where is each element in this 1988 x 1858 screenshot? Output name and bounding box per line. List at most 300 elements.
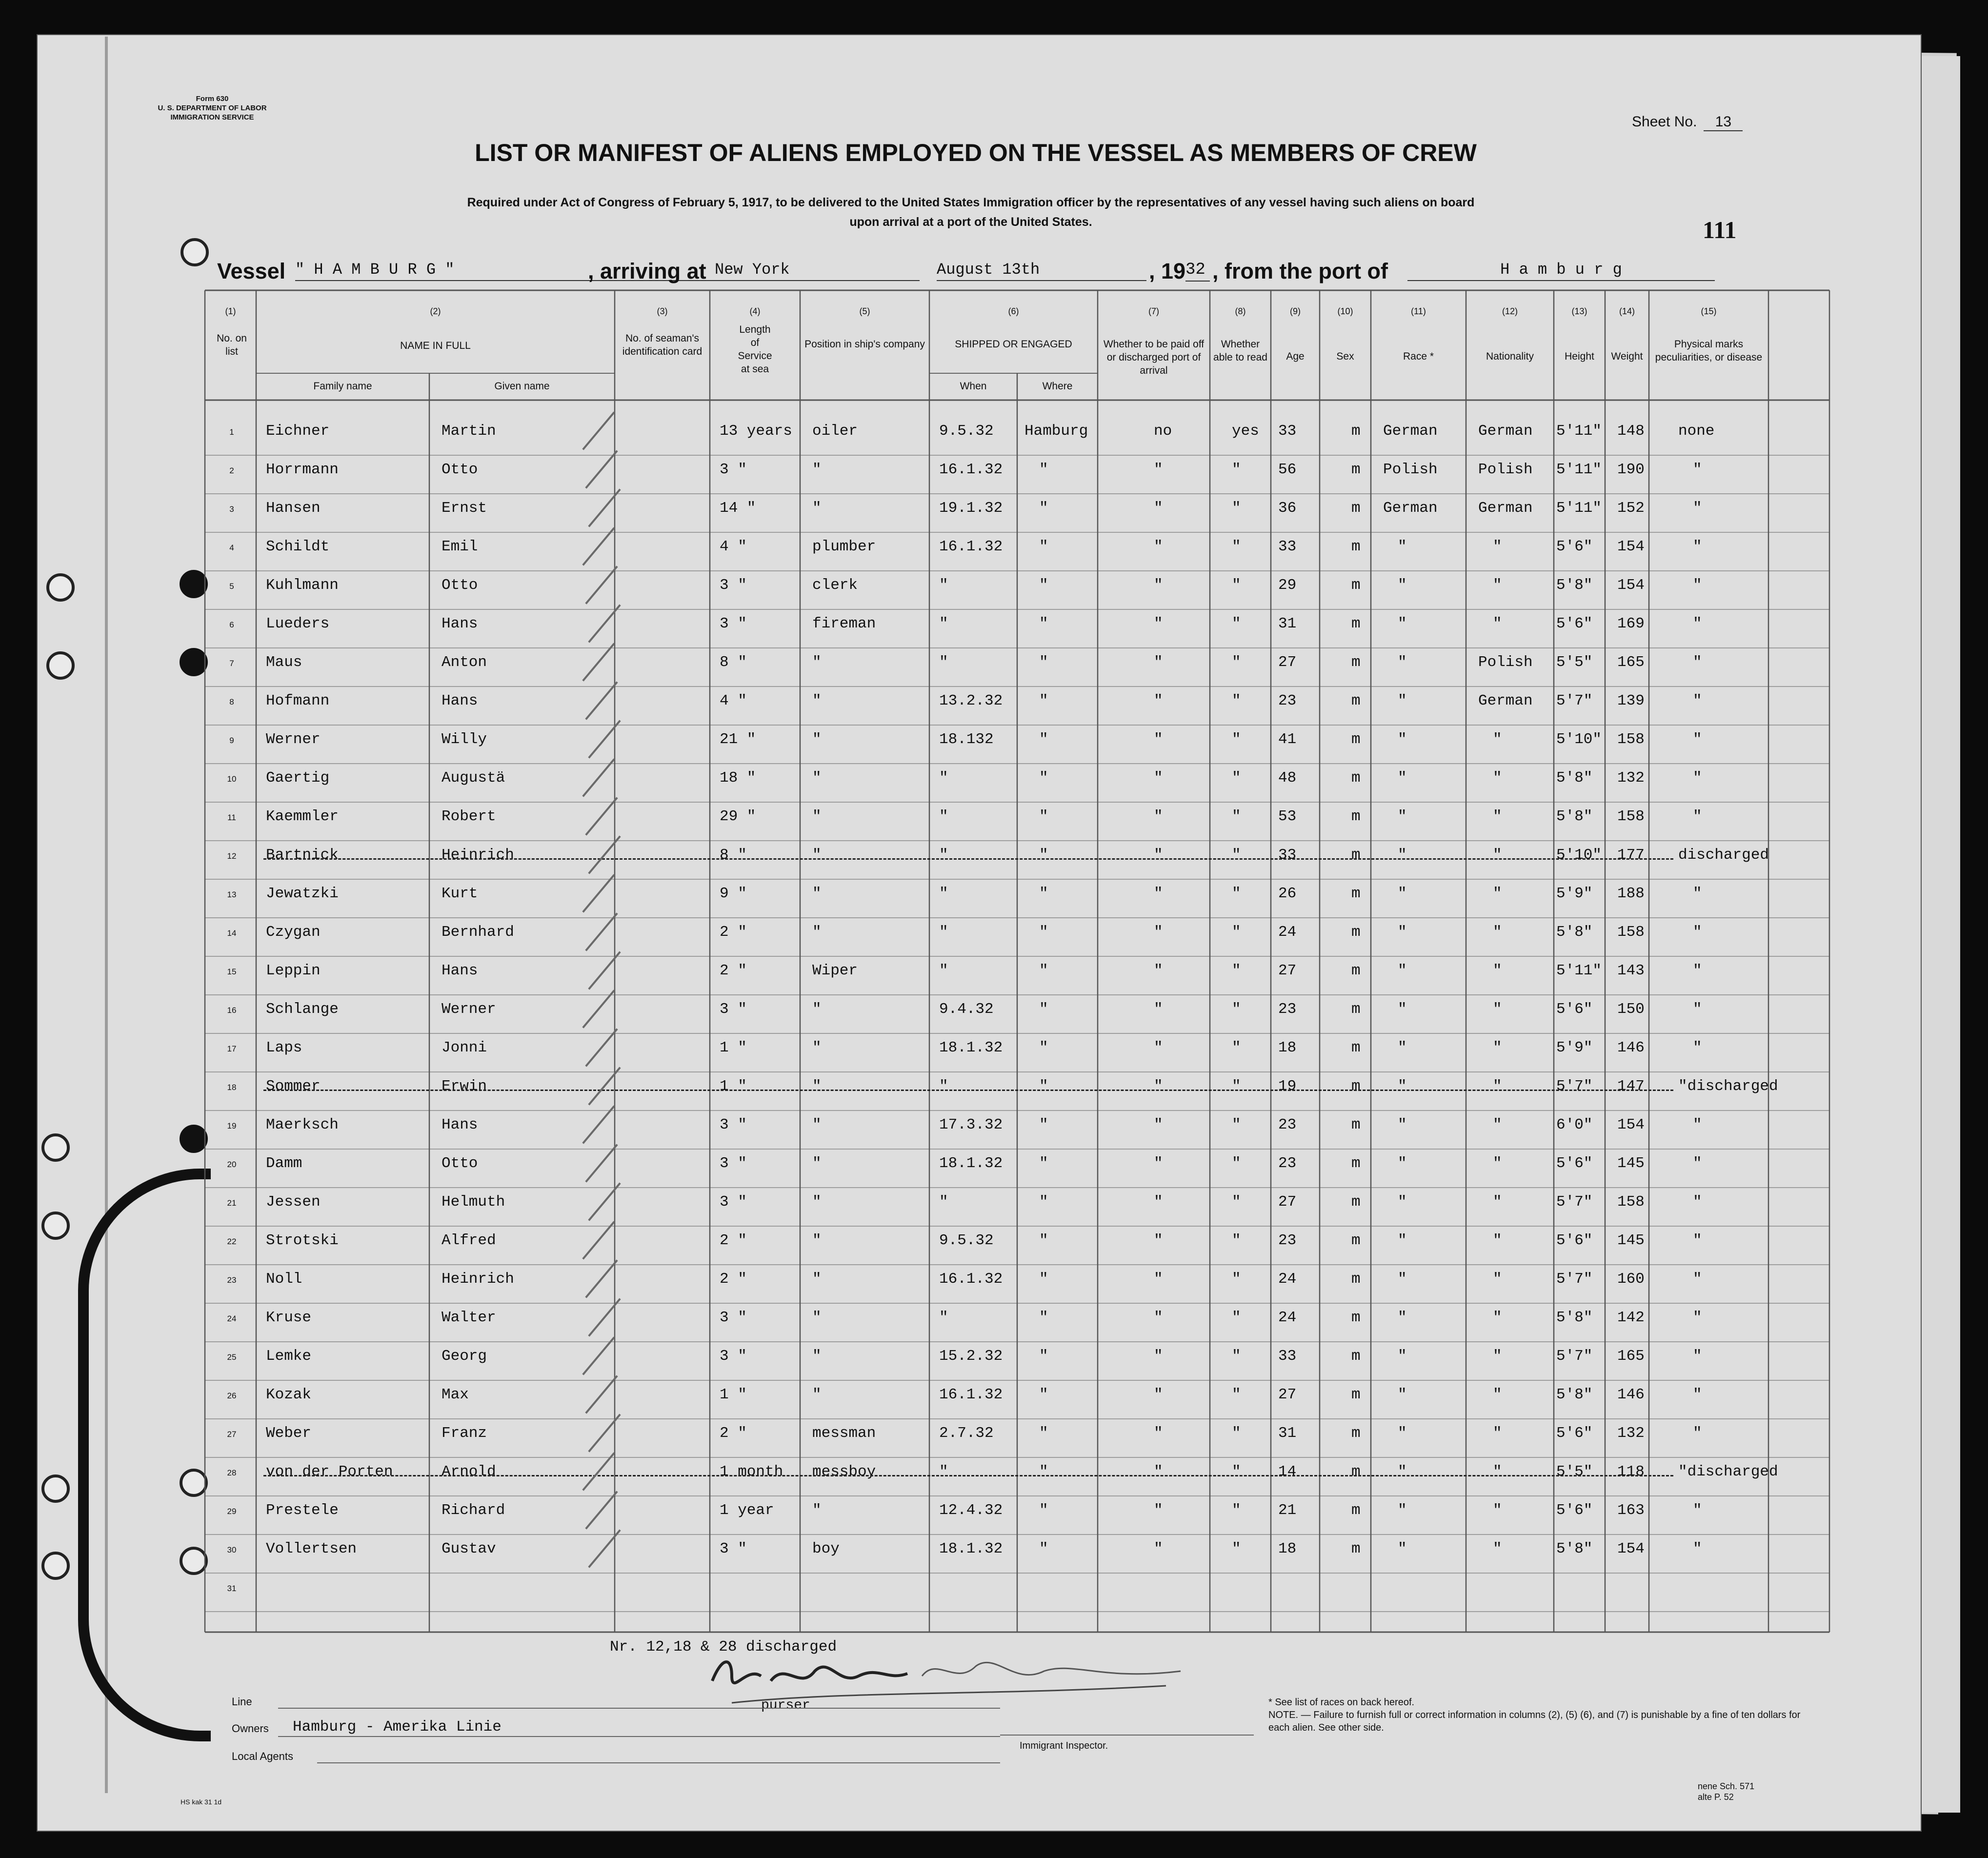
cell-service: 8 " xyxy=(720,654,747,671)
cell-read: " xyxy=(1232,1001,1241,1018)
cell-nat: " xyxy=(1493,731,1502,748)
cell-paid: " xyxy=(1154,1425,1163,1442)
strikethrough-line xyxy=(263,1475,1673,1476)
cell-family: Kuhlmann xyxy=(266,577,339,594)
cell-family: Hofmann xyxy=(266,692,330,709)
owners-rule xyxy=(278,1736,1000,1737)
row-number: 26 xyxy=(227,1391,237,1400)
cell-race: " xyxy=(1398,538,1407,555)
cell-height: 5'6" xyxy=(1556,538,1593,555)
cell-paid: " xyxy=(1154,1540,1163,1557)
purser-label: purser xyxy=(761,1698,810,1713)
cell-marks: " xyxy=(1693,1386,1702,1403)
cell-sex: m xyxy=(1351,847,1361,864)
cell-read: " xyxy=(1232,1425,1241,1442)
cell-service: 14 " xyxy=(720,500,756,517)
cell-paid: " xyxy=(1154,654,1163,671)
cell-paid: " xyxy=(1154,731,1163,748)
cell-position: " xyxy=(812,1001,822,1018)
cell-sex: m xyxy=(1351,1271,1361,1288)
from-port-label: , from the port of xyxy=(1212,259,1388,283)
cell-height: 5'9" xyxy=(1556,1039,1593,1056)
cell-age: 18 xyxy=(1278,1039,1297,1056)
cell-where: " xyxy=(1039,1502,1048,1519)
cell-given: Max xyxy=(442,1386,469,1403)
cell-service: 4 " xyxy=(720,692,747,709)
cell-service: 1 " xyxy=(720,1386,747,1403)
corner-note xyxy=(1698,1781,1754,1802)
col4-number: (4) xyxy=(749,306,761,316)
cell-nat: " xyxy=(1493,1232,1502,1249)
cell-family: von der Porten xyxy=(266,1463,393,1480)
cell-paid: " xyxy=(1154,924,1163,941)
cell-read: " xyxy=(1232,1463,1241,1480)
cell-paid: " xyxy=(1154,769,1163,787)
row-number: 9 xyxy=(229,736,234,745)
cell-marks: "discharged xyxy=(1678,1463,1778,1480)
cell-nat: " xyxy=(1493,1116,1502,1133)
corner-note-2: alte P. 52 xyxy=(1698,1792,1734,1802)
cell-nat: Polish xyxy=(1478,654,1533,671)
cell-where: " xyxy=(1039,654,1048,671)
cell-read: " xyxy=(1232,461,1241,478)
col9-number: (9) xyxy=(1290,306,1301,316)
cell-read: " xyxy=(1232,500,1241,517)
cell-paid: " xyxy=(1154,538,1163,555)
cell-sex: m xyxy=(1351,1309,1361,1326)
cell-position: " xyxy=(812,1386,822,1403)
cell-nat: " xyxy=(1493,885,1502,902)
cell-position: " xyxy=(812,885,822,902)
cell-nat: " xyxy=(1493,1078,1502,1095)
cell-nat: " xyxy=(1493,808,1502,825)
cell-family: Prestele xyxy=(266,1502,339,1519)
cell-age: 33 xyxy=(1278,847,1297,864)
cell-where: " xyxy=(1039,731,1048,748)
cell-where: " xyxy=(1039,1348,1048,1365)
col1-header: No. on list xyxy=(217,333,247,357)
cell-height: 5'5" xyxy=(1556,654,1593,671)
cell-sex: m xyxy=(1351,885,1361,902)
cell-where: " xyxy=(1039,1001,1048,1018)
cell-family: Weber xyxy=(266,1425,312,1442)
cell-given: Hans xyxy=(442,962,478,979)
row-number: 31 xyxy=(227,1584,237,1593)
cell-read: yes xyxy=(1232,423,1259,440)
cell-nat: Polish xyxy=(1478,461,1533,478)
cell-given: Hans xyxy=(442,615,478,632)
cell-family: Jessen xyxy=(266,1193,321,1211)
cell-age: 21 xyxy=(1278,1502,1297,1519)
cell-where: " xyxy=(1039,924,1048,941)
cell-when: " xyxy=(939,808,948,825)
cell-race: " xyxy=(1398,1425,1407,1442)
cell-family: Lemke xyxy=(266,1348,312,1365)
row-number: 3 xyxy=(229,505,234,514)
cell-family: Maus xyxy=(266,654,302,671)
corner-note-1: nene Sch. 571 xyxy=(1698,1781,1755,1791)
cell-age: 24 xyxy=(1278,924,1297,941)
inspector-label: Immigrant Inspector. xyxy=(1020,1740,1108,1751)
subtitle-line-2: upon arrival at a port of the United States. xyxy=(849,215,1092,229)
cell-where: " xyxy=(1039,577,1048,594)
cell-age: 53 xyxy=(1278,808,1297,825)
cell-where: " xyxy=(1039,769,1048,787)
cell-when: 16.1.32 xyxy=(939,1271,1003,1288)
cell-marks: " xyxy=(1693,461,1702,478)
cell-age: 27 xyxy=(1278,1193,1297,1211)
cell-family: Kruse xyxy=(266,1309,312,1326)
cell-paid: " xyxy=(1154,615,1163,632)
col10-number: (10) xyxy=(1337,306,1353,316)
cell-given: Willy xyxy=(442,731,487,748)
cell-where: " xyxy=(1039,1155,1048,1172)
col15-number: (15) xyxy=(1701,306,1717,316)
cell-race: " xyxy=(1398,1348,1407,1365)
cell-when: " xyxy=(939,654,948,671)
cell-given: Arnold xyxy=(442,1463,496,1480)
cell-height: 5'10" xyxy=(1556,847,1602,864)
cell-family: Strotski xyxy=(266,1232,339,1249)
row-number: 24 xyxy=(227,1314,237,1323)
cell-race: " xyxy=(1398,962,1407,979)
cell-family: Leppin xyxy=(266,962,321,979)
cell-race: " xyxy=(1398,577,1407,594)
cell-paid: " xyxy=(1154,461,1163,478)
cell-paid: " xyxy=(1154,1463,1163,1480)
cell-sex: m xyxy=(1351,1001,1361,1018)
owners-value: Hamburg - Amerika Linie xyxy=(293,1718,502,1736)
cell-nat: " xyxy=(1493,1540,1502,1557)
cell-when: " xyxy=(939,847,948,864)
cell-marks: " xyxy=(1693,500,1702,517)
cell-height: 5'8" xyxy=(1556,1309,1593,1326)
cell-race: " xyxy=(1398,1309,1407,1326)
service-name: IMMIGRATION SERVICE xyxy=(170,113,254,121)
subtitle-line-1: Required under Act of Congress of February 5, 1917, to be delivered to the United States Immigration officer by the representatives of any vessel having such aliens on board xyxy=(467,196,1475,209)
cell-family: Werner xyxy=(266,731,321,748)
cell-height: 5'8" xyxy=(1556,1540,1593,1557)
department-name: U. S. DEPARTMENT OF LABOR xyxy=(158,104,267,112)
col12-header: Nationality xyxy=(1486,351,1534,362)
cell-position: " xyxy=(812,924,822,941)
col13-header: Height xyxy=(1565,351,1594,362)
row-number: 15 xyxy=(227,967,237,976)
cell-position: " xyxy=(812,461,822,478)
cell-given: Erwin xyxy=(442,1078,487,1095)
cell-family: Kozak xyxy=(266,1386,312,1403)
row-number: 11 xyxy=(227,813,236,822)
cell-age: 27 xyxy=(1278,962,1297,979)
cell-when: 18.1.32 xyxy=(939,1155,1003,1172)
cell-family: Vollertsen xyxy=(266,1540,357,1557)
col2-header: NAME IN FULL xyxy=(400,340,471,351)
cell-weight: 177 xyxy=(1617,847,1645,864)
cell-sex: m xyxy=(1351,1232,1361,1249)
cell-sex: m xyxy=(1351,577,1361,594)
cell-position: " xyxy=(812,847,822,864)
vessel-label: Vessel xyxy=(217,259,286,283)
col11-number: (11) xyxy=(1411,306,1426,316)
cell-marks: " xyxy=(1693,962,1702,979)
cell-given: Anton xyxy=(442,654,487,671)
cell-when: " xyxy=(939,1309,948,1326)
col8-number: (8) xyxy=(1235,306,1246,316)
cell-service: 2 " xyxy=(720,1232,747,1249)
cell-marks: " xyxy=(1693,808,1702,825)
cell-sex: m xyxy=(1351,1348,1361,1365)
cell-paid: " xyxy=(1154,847,1163,864)
cell-age: 27 xyxy=(1278,654,1297,671)
cell-nat: " xyxy=(1493,1155,1502,1172)
cell-race: " xyxy=(1398,1116,1407,1133)
cell-age: 23 xyxy=(1278,1155,1297,1172)
line-label: Line xyxy=(232,1696,252,1708)
cell-nat: " xyxy=(1493,1348,1502,1365)
cell-marks: " xyxy=(1693,615,1702,632)
cell-service: 3 " xyxy=(720,1348,747,1365)
cell-service: 3 " xyxy=(720,1116,747,1133)
cell-service: 1 " xyxy=(720,1039,747,1056)
cell-given: Otto xyxy=(442,461,478,478)
cell-height: 5'6" xyxy=(1556,1001,1593,1018)
cell-height: 5'8" xyxy=(1556,769,1593,787)
cell-where: " xyxy=(1039,461,1048,478)
cell-nat: " xyxy=(1493,847,1502,864)
cell-position: " xyxy=(812,1309,822,1326)
cell-sex: m xyxy=(1351,1540,1361,1557)
cell-nat: " xyxy=(1493,1039,1502,1056)
cell-nat: " xyxy=(1493,1193,1502,1211)
cell-family: Noll xyxy=(266,1271,302,1288)
col3-header: No. of seaman's identification card xyxy=(622,333,703,357)
row-number: 23 xyxy=(227,1275,237,1285)
cell-service: 3 " xyxy=(720,1001,747,1018)
cell-read: " xyxy=(1232,1116,1241,1133)
cell-nat: " xyxy=(1493,924,1502,941)
row-number: 14 xyxy=(227,929,237,938)
cell-weight: 118 xyxy=(1617,1463,1645,1480)
cell-read: " xyxy=(1232,808,1241,825)
cell-height: 5'6" xyxy=(1556,1502,1593,1519)
cell-race: German xyxy=(1383,423,1438,440)
year-prefix: , 19 xyxy=(1149,259,1186,283)
cell-read: " xyxy=(1232,654,1241,671)
cell-marks: none xyxy=(1678,423,1715,440)
cell-where: " xyxy=(1039,538,1048,555)
cell-position: " xyxy=(812,1078,822,1095)
cell-sex: m xyxy=(1351,769,1361,787)
sheet-value: 13 xyxy=(1704,114,1743,131)
cell-service: 2 " xyxy=(720,962,747,979)
cell-when: 9.5.32 xyxy=(939,1232,994,1249)
col2a-header: Family name xyxy=(313,381,372,392)
stamped-number: 111 xyxy=(1703,216,1737,243)
cell-nat: " xyxy=(1493,962,1502,979)
cell-family: Sommer xyxy=(266,1078,321,1095)
cell-read: " xyxy=(1232,885,1241,902)
cell-read: " xyxy=(1232,615,1241,632)
col3-number: (3) xyxy=(657,306,668,316)
cell-nat: " xyxy=(1493,615,1502,632)
cell-marks: " xyxy=(1693,1348,1702,1365)
col5-header: Position in ship's company xyxy=(804,339,925,350)
cell-age: 19 xyxy=(1278,1078,1297,1095)
cell-height: 5'7" xyxy=(1556,1271,1593,1288)
col1-number: (1) xyxy=(225,306,236,316)
cell-when: " xyxy=(939,1193,948,1211)
cell-race: " xyxy=(1398,692,1407,709)
cell-weight: 132 xyxy=(1617,1425,1645,1442)
arrival-year: 32 xyxy=(1185,261,1210,282)
cell-age: 23 xyxy=(1278,1116,1297,1133)
strikethrough-line xyxy=(263,1090,1673,1091)
cell-when: 18.132 xyxy=(939,731,994,748)
cell-height: 5'7" xyxy=(1556,1348,1593,1365)
cell-given: Kurt xyxy=(442,885,478,902)
cell-when: 19.1.32 xyxy=(939,500,1003,517)
cell-age: 31 xyxy=(1278,615,1297,632)
cell-when: 12.4.32 xyxy=(939,1502,1003,1519)
cell-race: " xyxy=(1398,654,1407,671)
cell-marks: " xyxy=(1693,1540,1702,1557)
col7-header: Whether to be paid off or discharged port of arrival xyxy=(1103,339,1205,376)
cell-where: Hamburg xyxy=(1024,423,1088,440)
cell-family: Maerksch xyxy=(266,1116,339,1133)
cell-paid: " xyxy=(1154,1116,1163,1133)
cell-where: " xyxy=(1039,615,1048,632)
cell-height: 5'7" xyxy=(1556,692,1593,709)
cell-family: Jewatzki xyxy=(266,885,339,902)
cell-race: " xyxy=(1398,1540,1407,1557)
cell-family: Eichner xyxy=(266,423,330,440)
cell-race: " xyxy=(1398,769,1407,787)
cell-race: " xyxy=(1398,885,1407,902)
col14-header: Weight xyxy=(1611,351,1643,362)
cell-race: " xyxy=(1398,1001,1407,1018)
cell-age: 31 xyxy=(1278,1425,1297,1442)
cell-race: " xyxy=(1398,808,1407,825)
cell-where: " xyxy=(1039,1540,1048,1557)
agents-rule xyxy=(317,1762,1000,1763)
col6a-header: When xyxy=(960,381,987,392)
inspector-rule xyxy=(1000,1735,1254,1736)
cell-nat: German xyxy=(1478,500,1533,517)
cell-sex: m xyxy=(1351,1155,1361,1172)
cell-where: " xyxy=(1039,1271,1048,1288)
cell-sex: m xyxy=(1351,654,1361,671)
cell-service: 2 " xyxy=(720,1425,747,1442)
col15-header: Physical marks peculiarities, or disease xyxy=(1655,339,1763,363)
cell-weight: 145 xyxy=(1617,1155,1645,1172)
cell-paid: " xyxy=(1154,1155,1163,1172)
cell-when: 16.1.32 xyxy=(939,1386,1003,1403)
cell-service: 3 " xyxy=(720,1309,747,1326)
cell-service: 2 " xyxy=(720,924,747,941)
row-number: 2 xyxy=(229,466,234,475)
cell-weight: 132 xyxy=(1617,769,1645,787)
col2-number: (2) xyxy=(430,306,441,316)
cell-given: Robert xyxy=(442,808,496,825)
cell-race: " xyxy=(1398,1232,1407,1249)
row-number: 4 xyxy=(229,543,234,552)
cell-paid: " xyxy=(1154,1502,1163,1519)
cell-paid: " xyxy=(1154,1348,1163,1365)
cell-paid: " xyxy=(1154,1386,1163,1403)
row-number: 12 xyxy=(227,851,237,861)
cell-marks: " xyxy=(1693,654,1702,671)
cell-weight: 169 xyxy=(1617,615,1645,632)
cell-age: 23 xyxy=(1278,692,1297,709)
cell-given: Alfred xyxy=(442,1232,496,1249)
cell-paid: " xyxy=(1154,692,1163,709)
cell-sex: m xyxy=(1351,461,1361,478)
cell-when: " xyxy=(939,1463,948,1480)
cell-position: " xyxy=(812,1116,822,1133)
cell-weight: 148 xyxy=(1617,423,1645,440)
cell-read: " xyxy=(1232,1271,1241,1288)
cell-nat: " xyxy=(1493,538,1502,555)
printer-mark: HS kak 31 1d xyxy=(181,1798,222,1806)
col6b-header: Where xyxy=(1042,381,1073,392)
cell-given: Hans xyxy=(442,1116,478,1133)
cell-race: " xyxy=(1398,1078,1407,1095)
cell-sex: m xyxy=(1351,1463,1361,1480)
cell-read: " xyxy=(1232,847,1241,864)
cell-position: plumber xyxy=(812,538,876,555)
cell-age: 14 xyxy=(1278,1463,1297,1480)
cell-height: 5'8" xyxy=(1556,1386,1593,1403)
from-port-value: H a m b u r g xyxy=(1407,261,1715,281)
cell-nat: German xyxy=(1478,423,1533,440)
cell-height: 5'5" xyxy=(1556,1463,1593,1480)
cell-service: 3 " xyxy=(720,1155,747,1172)
cell-height: 5'11" xyxy=(1556,423,1602,440)
cell-sex: m xyxy=(1351,924,1361,941)
col7-number: (7) xyxy=(1148,306,1159,316)
cell-family: Hansen xyxy=(266,500,321,517)
cell-height: 5'11" xyxy=(1556,461,1602,478)
cell-given: Jonni xyxy=(442,1039,487,1056)
cell-height: 5'11" xyxy=(1556,500,1602,517)
cell-service: 29 " xyxy=(720,808,756,825)
cell-family: Gaertig xyxy=(266,769,330,787)
cell-paid: " xyxy=(1154,962,1163,979)
cell-family: Horrmann xyxy=(266,461,339,478)
cell-weight: 142 xyxy=(1617,1309,1645,1326)
cell-family: Bartnick xyxy=(266,847,339,864)
cell-service: 2 " xyxy=(720,1271,747,1288)
arrival-date: August 13th xyxy=(937,261,1146,281)
cell-service: 3 " xyxy=(720,461,747,478)
cell-where: " xyxy=(1039,1425,1048,1442)
cell-race: " xyxy=(1398,1155,1407,1172)
cell-service: 3 " xyxy=(720,577,747,594)
cell-family: Czygan xyxy=(266,924,321,941)
cell-given: Heinrich xyxy=(442,1271,514,1288)
cell-age: 56 xyxy=(1278,461,1297,478)
cell-when: 9.5.32 xyxy=(939,423,994,440)
cell-service: 9 " xyxy=(720,885,747,902)
cell-age: 24 xyxy=(1278,1309,1297,1326)
cell-height: 5'8" xyxy=(1556,808,1593,825)
cell-where: " xyxy=(1039,885,1048,902)
row-number: 6 xyxy=(229,620,234,629)
cell-race: " xyxy=(1398,615,1407,632)
cell-read: " xyxy=(1232,1540,1241,1557)
cell-height: 5'6" xyxy=(1556,1425,1593,1442)
row-number: 10 xyxy=(227,774,237,784)
